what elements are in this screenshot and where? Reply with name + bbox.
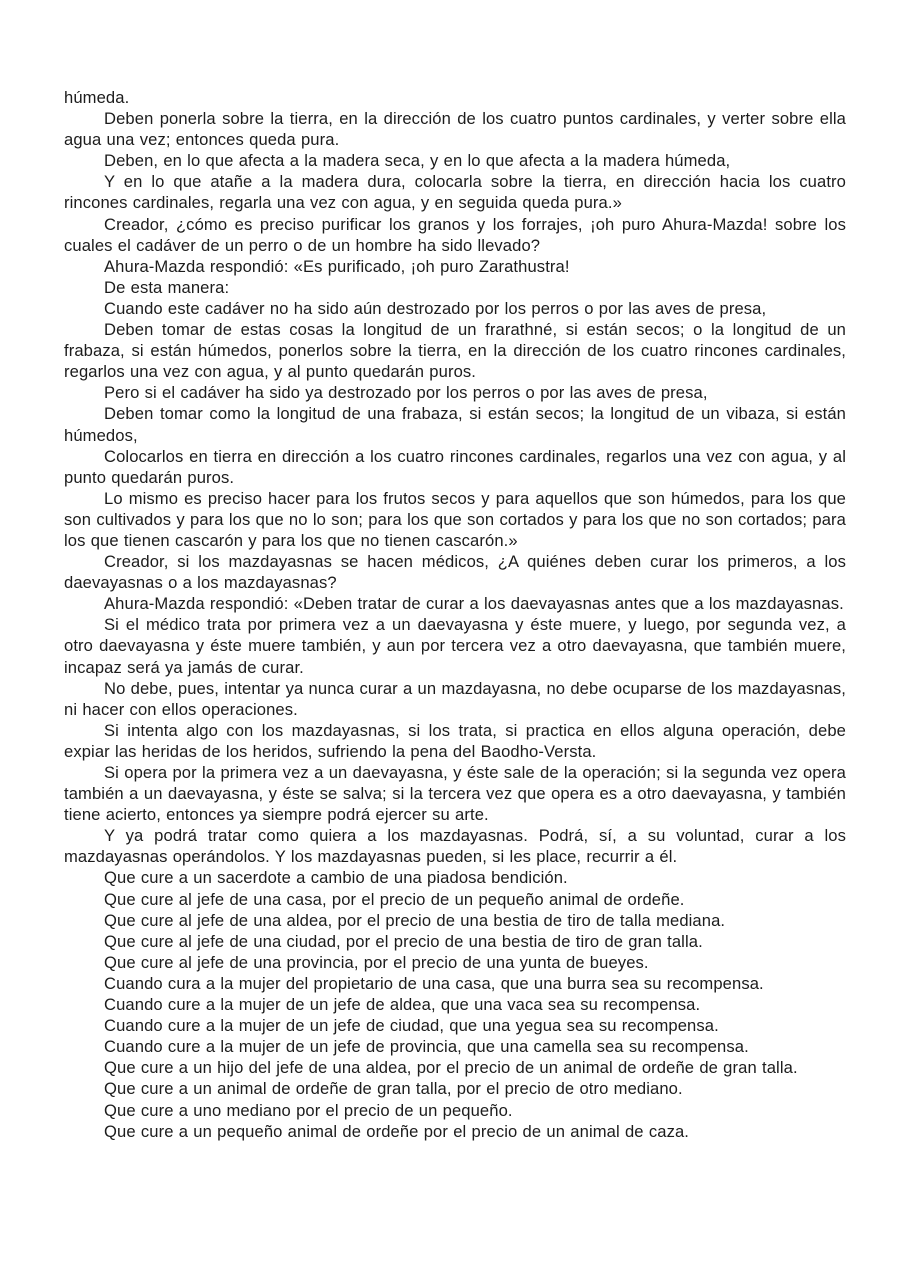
paragraph: Cuando cure a la mujer de un jefe de provincia, que una camella sea su recompensa.	[104, 1037, 749, 1057]
paragraph: Deben, en lo que afecta a la madera seca, y en lo que afecta a la madera húmeda,	[104, 151, 731, 171]
paragraph: Si el médico trata por primera vez a un daevayasna y éste muere, y luego, por segunda vez, a otro daevayasna y éste muere también, y aun por tercera vez a otro daevayasna, que también muere, incapaz será ya jamás de curar.	[64, 615, 846, 677]
paragraph: Que cure a un sacerdote a cambio de una piadosa bendición.	[104, 868, 568, 888]
paragraph: Que cure al jefe de una ciudad, por el precio de una bestia de tiro de gran talla.	[104, 931, 703, 951]
paragraph: Que cure a uno mediano por el precio de un pequeño.	[104, 1100, 513, 1120]
paragraph: Que cure a un animal de ordeñe de gran talla, por el precio de otro mediano.	[104, 1079, 683, 1099]
paragraph: Que cure a un pequeño animal de ordeñe por el precio de un animal de caza.	[104, 1121, 690, 1141]
paragraph: No debe, pues, intentar ya nunca curar a un mazdayasna, no debe ocuparse de los mazdayasnas, ni hacer con ellos operaciones.	[64, 678, 846, 719]
paragraph: Cuando este cadáver no ha sido aún destrozado por los perros o por las aves de presa,	[104, 298, 767, 318]
paragraph: Que cure a un hijo del jefe de una aldea, por el precio de un animal de ordeñe de gran talla.	[104, 1058, 798, 1078]
paragraph: Colocarlos en tierra en dirección a los cuatro rincones cardinales, regarlos una vez con agua, y al punto quedarán puros.	[64, 446, 846, 487]
page-text-body	[64, 87, 846, 1142]
paragraph: Si opera por la primera vez a un daevayasna, y éste sale de la operación; si la segunda vez opera también a un daevayasna, y éste se salva; si la tercera vez que opera es a otro daevayasna, y también tiene acierto, entonces ya siempre podrá ejercer su arte.	[64, 763, 846, 825]
paragraph: Creador, ¿cómo es preciso purificar los granos y los forrajes, ¡oh puro Ahura-Mazda! sobre los cuales el cadáver de un perro o de un hombre ha sido llevado?	[64, 214, 846, 255]
paragraph: Ahura-Mazda respondió: «Es purificado, ¡oh puro Zarathustra!	[104, 256, 570, 276]
paragraph: Y ya podrá tratar como quiera a los mazdayasnas. Podrá, sí, a su voluntad, curar a los mazdayasnas operándolos. Y los mazdayasnas pueden, si les place, recurrir a él.	[64, 826, 846, 867]
paragraph: Deben tomar como la longitud de una frabaza, si están secos; la longitud de un vibaza, si están húmedos,	[64, 404, 846, 445]
paragraph: Que cure al jefe de una casa, por el precio de un pequeño animal de ordeñe.	[104, 889, 685, 909]
paragraph: Cuando cura a la mujer del propietario de una casa, que una burra sea su recompensa.	[104, 973, 764, 993]
paragraph: húmeda.	[64, 88, 130, 107]
paragraph: Pero si el cadáver ha sido ya destrozado por los perros o por las aves de presa,	[104, 383, 708, 403]
paragraph: Cuando cure a la mujer de un jefe de aldea, que una vaca sea su recompensa.	[104, 995, 701, 1015]
paragraph: Que cure al jefe de una provincia, por el precio de una yunta de bueyes.	[104, 952, 649, 972]
paragraph: Que cure al jefe de una aldea, por el precio de una bestia de tiro de talla mediana.	[104, 910, 726, 930]
paragraph: De esta manera:	[104, 277, 230, 297]
paragraph: Deben tomar de estas cosas la longitud de un frarathné, si están secos; o la longitud de un frabaza, si están húmedos, ponerlos sobre la tierra, en la dirección de los cuatro rincones cardinales, regarlos una vez con agua, y al punto quedarán puros.	[64, 320, 846, 382]
paragraph: Si intenta algo con los mazdayasnas, si los trata, si practica en ellos alguna operación, debe expiar las heridas de los heridos, sufriendo la pena del Baodho-Versta.	[64, 720, 846, 761]
paragraph: Deben ponerla sobre la tierra, en la dirección de los cuatro puntos cardinales, y verter sobre ella agua una vez; entonces queda pura.	[64, 109, 846, 150]
paragraph: Y en lo que atañe a la madera dura, colocarla sobre la tierra, en dirección hacia los cuatro rincones cardinales, regarla una vez con agua, y en seguida queda pura.»	[64, 172, 846, 213]
paragraph: Creador, si los mazdayasnas se hacen médicos, ¿A quiénes deben curar los primeros, a los daevayasnas o a los mazdayasnas?	[64, 552, 846, 593]
paragraph: Lo mismo es preciso hacer para los frutos secos y para aquellos que son húmedos, para los que son cultivados y para los que no lo son; para los que son cortados y para los que no son cortados; para los que tienen cascarón y para los que no tienen cascarón.»	[64, 488, 846, 550]
paragraph: Cuando cure a la mujer de un jefe de ciudad, que una yegua sea su recompensa.	[104, 1016, 719, 1036]
paragraph: Ahura-Mazda respondió: «Deben tratar de curar a los daevayasnas antes que a los mazdayasnas.	[104, 594, 844, 614]
